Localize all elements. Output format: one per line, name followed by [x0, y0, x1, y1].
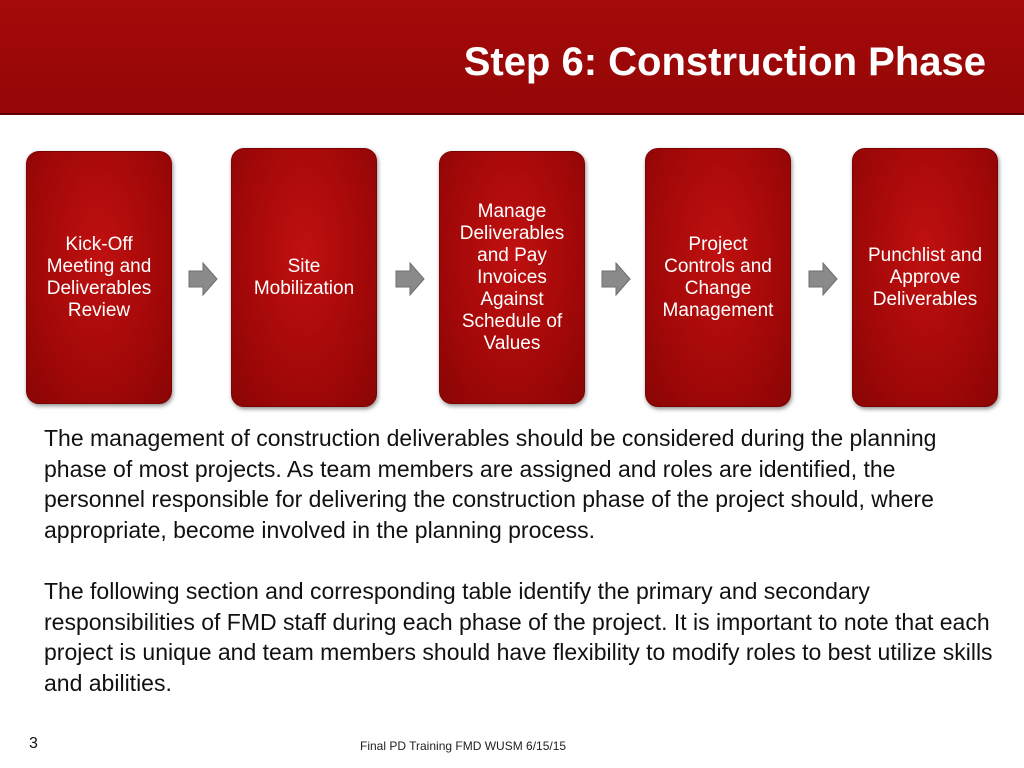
title-bar: [0, 0, 1024, 115]
right-arrow-icon: [601, 262, 631, 296]
paragraph-responsibilities: The following section and corresponding table identify the primary and secondary responsibilities of FMD staff during each phase of the project. It is important to note that each project is unique and team members should have flexibility to modify roles to best utilize skills and abilities.: [44, 578, 993, 696]
step-punchlist: [852, 148, 998, 407]
step-project-controls: [645, 148, 791, 407]
step-label: Kick-Off Meeting and Deliverables Review: [46, 233, 152, 321]
right-arrow-icon: [188, 262, 218, 296]
step-manage-deliverables: [439, 151, 585, 404]
footer-text: Final PD Training FMD WUSM 6/15/15: [360, 739, 567, 753]
right-arrow-icon: [395, 262, 425, 296]
step-label: Site Mobilization: [253, 255, 355, 299]
step-label: Project Controls and Change Management: [662, 233, 774, 321]
page-number: 3: [29, 735, 38, 752]
step-label: Manage Deliverables and Pay Invoices Against Schedule of Values: [459, 200, 565, 354]
step-label: Punchlist and Approve Deliverables: [867, 244, 983, 310]
step-kickoff: [26, 151, 172, 404]
step-site-mobilization: [231, 148, 377, 407]
paragraph-construction-deliverables: The management of construction deliverables should be considered during the planning phase of most projects. As team members are assigned and roles are identified, the personnel responsible for delivering the construction phase of the project should, where appropriate, become involved in the planning process.: [44, 425, 937, 543]
slide-title: Step 6: Construction Phase: [463, 40, 986, 84]
right-arrow-icon: [808, 262, 838, 296]
